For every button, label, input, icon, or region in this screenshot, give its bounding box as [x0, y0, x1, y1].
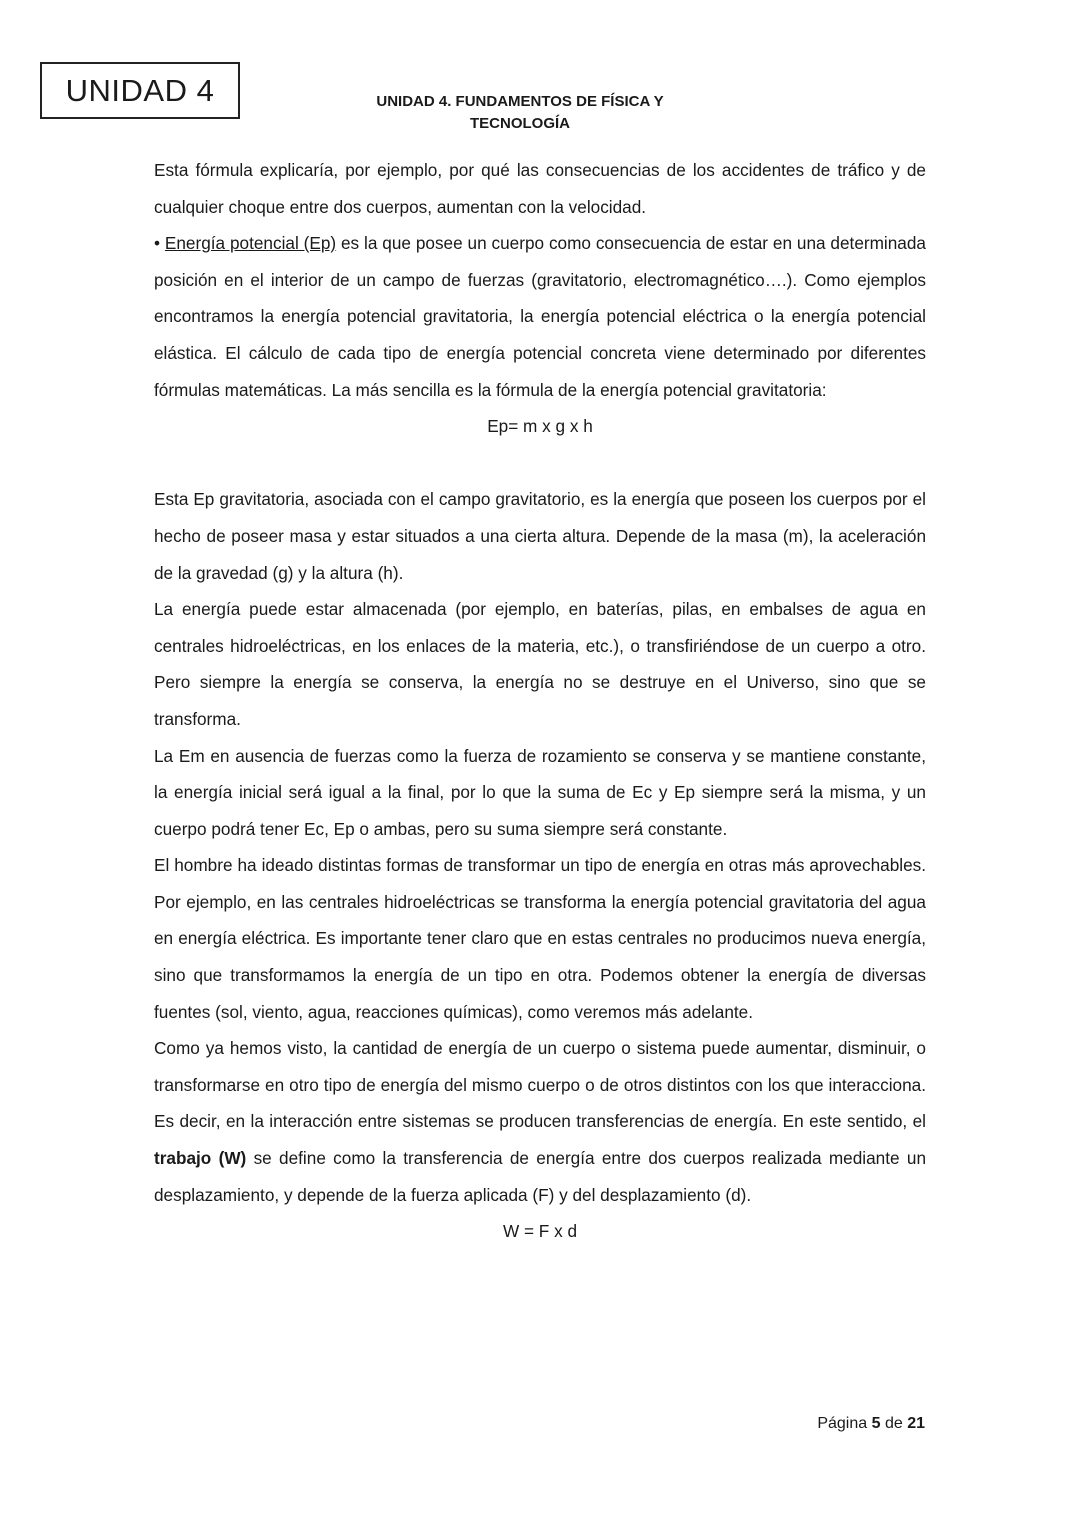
bullet: • [154, 233, 161, 254]
current-page: 5 [871, 1415, 881, 1432]
header-title-line-1: UNIDAD 4. FUNDAMENTOS DE FÍSICA Y [376, 93, 664, 110]
term-work: trabajo (W) [154, 1148, 247, 1169]
paragraph-mechanical-energy: La Em en ausencia de fuerzas como la fuerza de rozamiento se conserva y se mantiene constante, la energía inicial será igual a la final, por lo que la suma de Ec y Ep siempre será la misma, y un cuerpo podrá tener Ec, Ep o ambas, pero su suma siempre será constante. [154, 745, 926, 839]
page-number [817, 1415, 925, 1433]
header-title-line-2: TECNOLOGÍA [470, 115, 570, 132]
term-potential-energy: Energía potencial (Ep) [164, 233, 337, 254]
paragraph-work [154, 1030, 926, 1213]
formula-work: W = F x d [502, 1221, 577, 1242]
spacer [154, 445, 926, 482]
paragraph-gravitational-ep: Esta Ep gravitatoria, asociada con el campo gravitatorio, es la energía que poseen los cuerpos por el hecho de poseer masa y estar situados a una cierta altura. Depende de la masa (m), la aceleración de la gravedad (g) y la altura (h). [154, 489, 926, 583]
paragraph-potential-energy [154, 225, 926, 408]
total-pages: 21 [907, 1415, 925, 1432]
potential-energy-definition: es la que posee un cuerpo como consecuencia de estar en una determinada posición en el interior de un campo de fuerzas (gravitatorio, electromagnético….). Como ejemplos encontramos la energía potencial gravitatoria, la energía potencial eléctrica o la energía potencial elástica. El cálculo de cada tipo de energía potencial concreta viene determinado por diferentes fórmulas matemáticas. La más sencilla es la fórmula de la energía potencial gravitatoria: [154, 233, 926, 400]
work-text-b: se define como la transferencia de energía entre dos cuerpos realizada mediante un desplazamiento, y depende de la fuerza aplicada (F) y del desplazamiento (d). [154, 1148, 926, 1205]
document-body [154, 152, 926, 1250]
unit-label: UNIDAD 4 [65, 72, 215, 108]
formula-potential-energy: Ep= m x g x h [487, 416, 593, 437]
unit-label-box [40, 62, 240, 119]
page-label: Página [817, 1415, 868, 1432]
paragraph-energy-transformation: El hombre ha ideado distintas formas de transformar un tipo de energía en otras más aprovechables. Por ejemplo, en las centrales hidroeléctricas se transforma la energía potencial gravitatoria del agua en energía eléctrica. Es importante tener claro que en estas centrales no producimos nueva energía, sino que transformamos la energía de un tipo en otra. Podemos obtener la energía de diversas fuentes (sol, viento, agua, reacciones químicas), como veremos más adelante. [154, 855, 926, 1022]
page-header-title [330, 91, 710, 135]
work-text-a: Como ya hemos visto, la cantidad de energía de un cuerpo o sistema puede aumentar, disminuir, o transformarse en otro tipo de energía del mismo cuerpo o de otros distintos con los que interacciona. Es decir, en la interacción entre sistemas se producen transferencias de energía. En este sentido, el [154, 1038, 926, 1132]
paragraph-energy-stored: La energía puede estar almacenada (por ejemplo, en baterías, pilas, en embalses de agua en centrales hidroeléctricas, en los enlaces de la materia, etc.), o transfiriéndose de un cuerpo a otro. Pero siempre la energía se conserva, la energía no se destruye en el Universo, sino que se transforma. [154, 599, 926, 729]
paragraph-speed-consequences: Esta fórmula explicaría, por ejemplo, por qué las consecuencias de los accidentes de tráfico y de cualquier choque entre dos cuerpos, aumentan con la velocidad. [154, 160, 926, 217]
of-label: de [884, 1415, 903, 1432]
